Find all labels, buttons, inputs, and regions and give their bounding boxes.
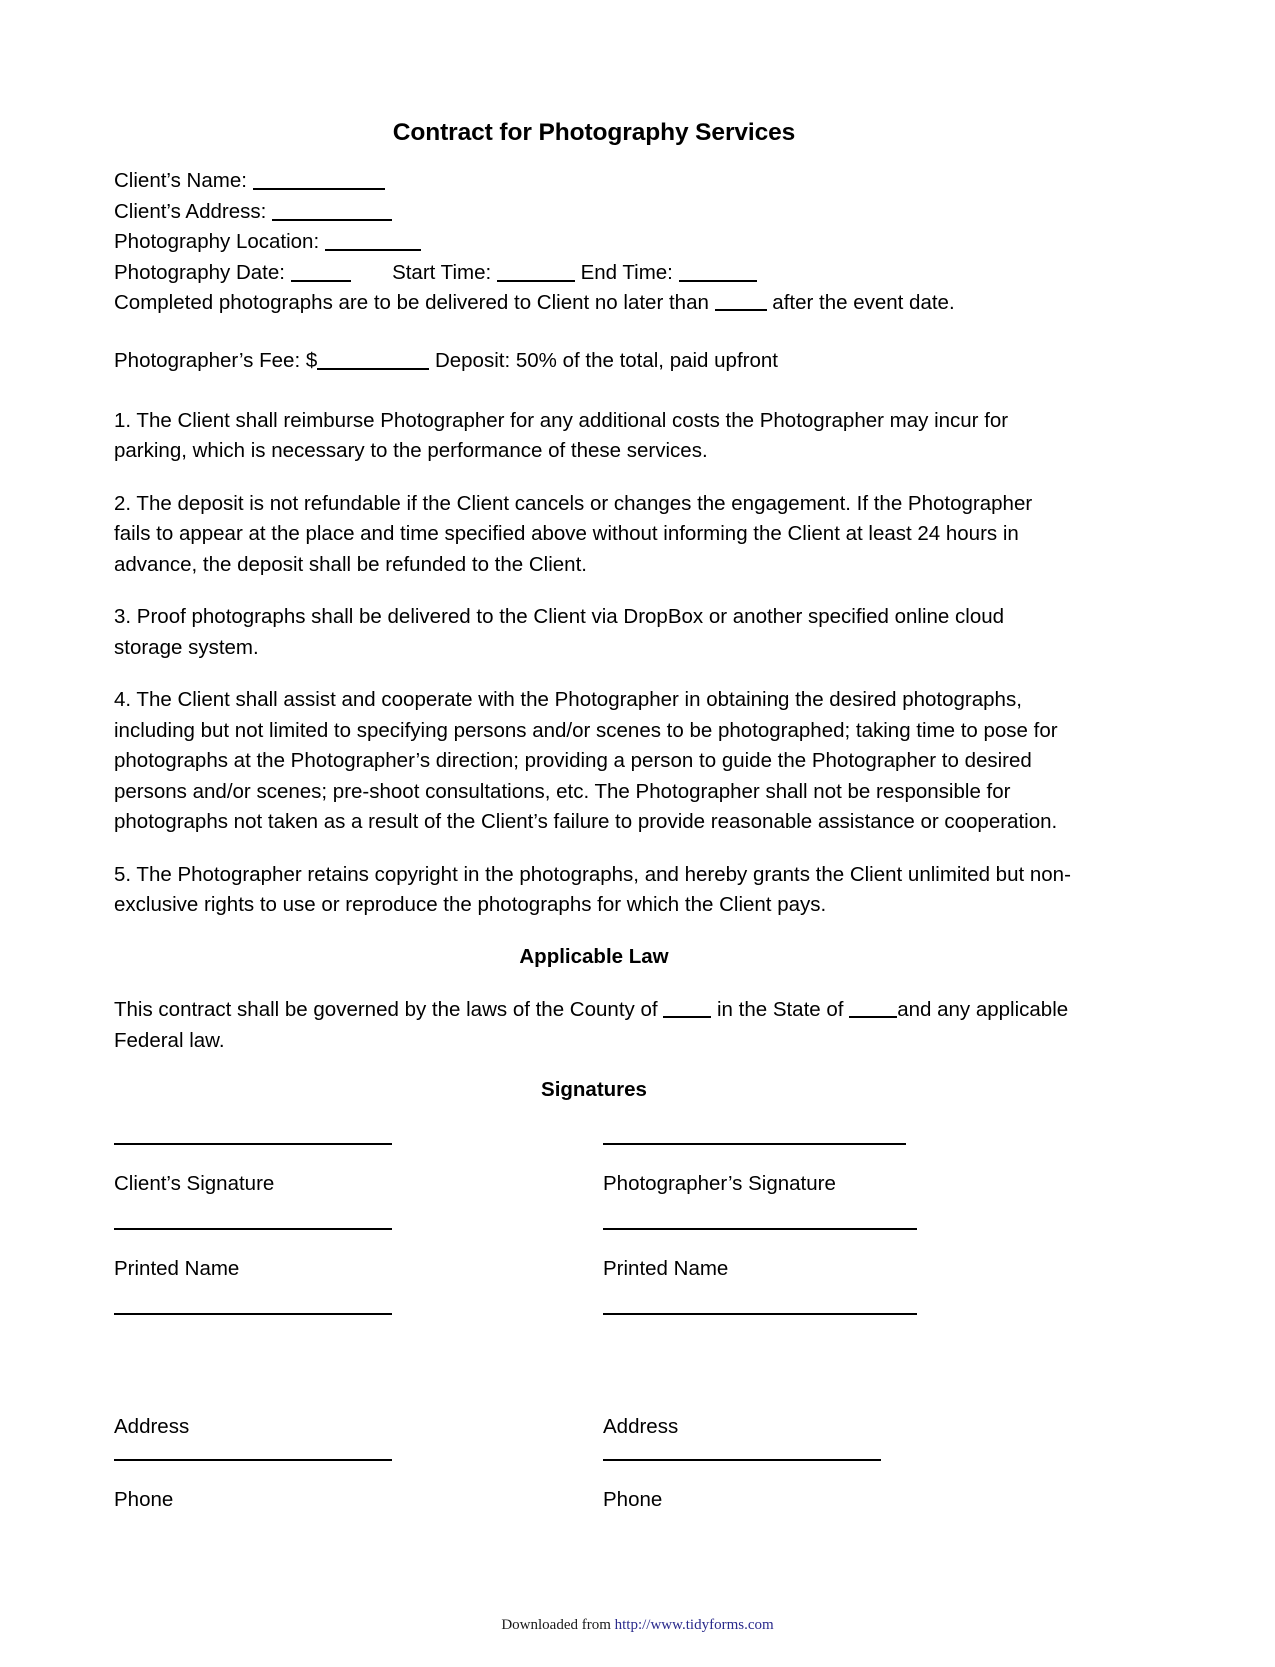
- document-content: [114, 0, 1074, 1512]
- clause-2: 2. The deposit is not refundable if the Client cancels or changes the engagement. If the Photographer fails to appear at the place and time specified above without informing the Client at least 24 hours in advance, the deposit shall be refunded to the Client.: [114, 491, 1033, 576]
- photography-date-label: Photography Date:: [114, 260, 285, 284]
- photographer-address-label: Address: [603, 1415, 679, 1439]
- client-name-label: Client’s Name:: [114, 169, 247, 193]
- client-phone-label: Phone: [114, 1488, 174, 1512]
- state-input[interactable]: [849, 1003, 897, 1018]
- clause-1: 1. The Client shall reimburse Photographer for any additional costs the Photographer may incur for parking, which is necessary to the performance of these services.: [114, 408, 1009, 463]
- signature-line-row: [114, 1143, 1074, 1196]
- law-text-part3: and any applicable Federal law.: [114, 998, 1069, 1052]
- start-time-input[interactable]: [497, 265, 575, 282]
- deposit-text: Deposit: 50% of the total, paid upfront: [434, 348, 778, 372]
- client-signature-col: [114, 1143, 594, 1196]
- photography-date-input[interactable]: [291, 265, 351, 282]
- signature-grid: [114, 1143, 1074, 1512]
- applicable-law-heading: Applicable Law: [519, 944, 669, 968]
- fee-row: [114, 346, 1074, 376]
- end-time-label: End Time:: [580, 260, 673, 284]
- delivery-deadline-row: [114, 288, 1074, 319]
- photographer-fee-input[interactable]: [317, 353, 429, 370]
- client-name-row: [114, 166, 1074, 197]
- client-printed-name-col: [114, 1228, 594, 1281]
- client-address-col: [114, 1313, 594, 1439]
- page-footer: [0, 1617, 1275, 1634]
- law-text-part1: This contract shall be governed by the laws of the County of: [114, 998, 658, 1022]
- county-input[interactable]: [663, 1003, 711, 1018]
- photography-location-input[interactable]: [325, 234, 421, 251]
- photographer-signature-col: [594, 1143, 1074, 1196]
- clause-3: 3. Proof photographs shall be delivered to the Client via DropBox or another specified online cloud storage system.: [114, 605, 1005, 659]
- client-address-label: Address: [114, 1415, 190, 1439]
- row-spacer: [114, 1439, 1074, 1459]
- photographer-phone-label: Phone: [603, 1488, 663, 1512]
- client-phone-col: [114, 1459, 594, 1512]
- delivery-deadline-input[interactable]: [715, 296, 767, 311]
- footer-url[interactable]: http://www.tidyforms.com: [614, 1617, 774, 1633]
- page-title: Contract for Photography Services: [392, 119, 796, 146]
- clause-4: 4. The Client shall assist and cooperate with the Photographer in obtaining the desired photographs, including but not limited to specifying persons and/or scenes to be photographed; taking time to pose for photographs at the Photographer’s direction; providing a person to guide the Photographer to desired persons and/or scenes; pre-shoot consultations, etc. The Photographer shall not be responsible for photographs not taken as a result of the Client’s failure to provide reasonable assistance or cooperation.: [114, 688, 1058, 834]
- photographer-signature-label: Photographer’s Signature: [603, 1172, 836, 1196]
- delivery-text-after: after the event date.: [772, 291, 955, 315]
- start-time-label: Start Time:: [392, 260, 492, 284]
- row-spacer: [114, 1196, 1074, 1228]
- clause-5: 5. The Photographer retains copyright in the photographs, and hereby grants the Client unlimited but non-exclusive rights to use or reproduce the photographs for which the Client pays.: [114, 862, 1071, 917]
- client-signature-label: Client’s Signature: [114, 1172, 275, 1196]
- row-spacer: [114, 1281, 1074, 1313]
- client-address-input[interactable]: [272, 204, 392, 221]
- footer-prefix: Downloaded from: [501, 1617, 615, 1633]
- law-text-part2: in the State of: [716, 998, 844, 1022]
- client-address-row: [114, 197, 1074, 228]
- address-gap: [114, 1315, 594, 1388]
- photography-location-row: [114, 227, 1074, 258]
- phone-line-row: [114, 1459, 1074, 1512]
- photographer-phone-col: [594, 1459, 1074, 1512]
- photographer-printed-name-label: Printed Name: [603, 1257, 729, 1281]
- photographer-printed-name-col: [594, 1228, 1074, 1281]
- photography-datetime-row: [114, 258, 1074, 289]
- client-address-label: Client’s Address:: [114, 199, 267, 223]
- applicable-law-text: [114, 969, 1074, 1056]
- end-time-input[interactable]: [679, 265, 757, 282]
- address-gap: [603, 1315, 1074, 1388]
- printed-name-line-row: [114, 1228, 1074, 1281]
- client-fields-block: [114, 166, 1074, 319]
- signatures-heading: Signatures: [541, 1078, 647, 1102]
- delivery-text-before: Completed photographs are to be delivered to Client no later than: [114, 291, 709, 315]
- photographer-address-col: [594, 1313, 1074, 1439]
- address-line-row: [114, 1313, 1074, 1439]
- photography-location-label: Photography Location:: [114, 230, 320, 254]
- client-printed-name-label: Printed Name: [114, 1257, 240, 1281]
- photographer-fee-label: Photographer’s Fee: $: [114, 348, 318, 372]
- client-name-input[interactable]: [253, 173, 385, 190]
